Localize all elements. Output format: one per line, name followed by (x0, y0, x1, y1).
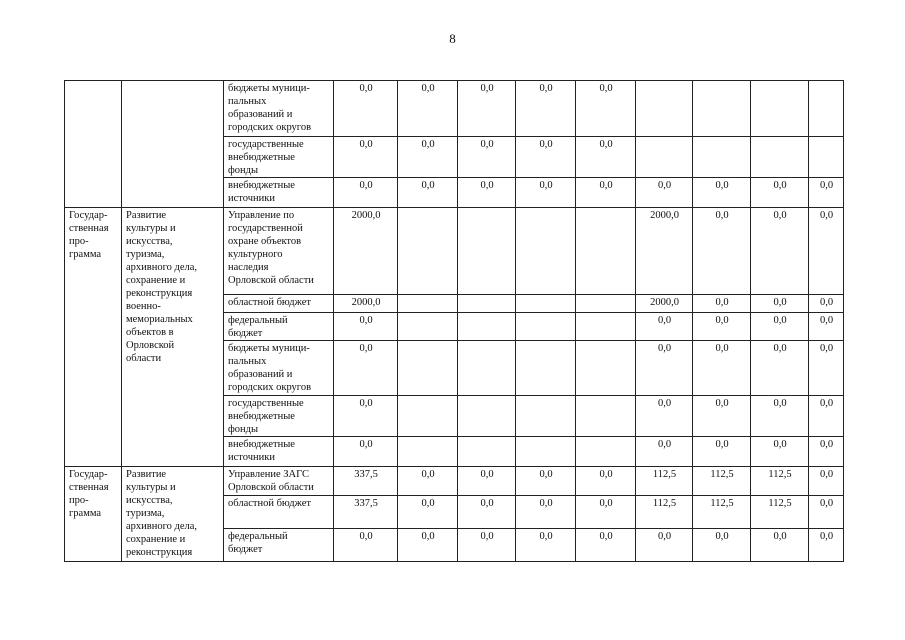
funding-source-cell: государственные внебюджетные фонды (224, 396, 334, 437)
amount-cell: 0,0 (398, 467, 458, 496)
amount-cell (458, 437, 516, 467)
amount-cell: 0,0 (636, 437, 693, 467)
amount-cell: 0,0 (636, 313, 693, 341)
amount-cell: 0,0 (576, 137, 636, 178)
amount-cell (576, 396, 636, 437)
amount-cell: 0,0 (334, 437, 398, 467)
amount-cell (458, 341, 516, 396)
amount-cell: 0,0 (809, 496, 844, 529)
amount-cell (693, 137, 751, 178)
amount-cell (516, 341, 576, 396)
amount-cell (398, 208, 458, 295)
amount-cell: 0,0 (458, 137, 516, 178)
amount-cell: 0,0 (458, 178, 516, 208)
funding-source-cell: федеральный бюджет (224, 313, 334, 341)
amount-cell: 0,0 (334, 81, 398, 137)
amount-cell: 0,0 (636, 529, 693, 562)
amount-cell (636, 137, 693, 178)
amount-cell: 0,0 (693, 396, 751, 437)
amount-cell (751, 137, 809, 178)
amount-cell: 0,0 (809, 178, 844, 208)
amount-cell: 0,0 (693, 341, 751, 396)
amount-cell: 0,0 (751, 341, 809, 396)
amount-cell: 0,0 (516, 178, 576, 208)
amount-cell: 0,0 (751, 295, 809, 313)
amount-cell (458, 396, 516, 437)
amount-cell (516, 396, 576, 437)
program-title-cell: Развитие культуры и искусства, туризма, архивного дела, сохранение и реконструкция военно- мемориальных объектов в Орловской области (122, 208, 224, 467)
amount-cell: 0,0 (751, 396, 809, 437)
amount-cell (576, 208, 636, 295)
amount-cell: 0,0 (334, 313, 398, 341)
funding-source-cell: бюджеты муници- пальных образований и городских округов (224, 81, 334, 137)
amount-cell (516, 295, 576, 313)
amount-cell: 0,0 (458, 496, 516, 529)
amount-cell: 0,0 (334, 178, 398, 208)
funding-source-cell: областной бюджет (224, 496, 334, 529)
program-title-cell: Развитие культуры и искусства, туризма, архивного дела, сохранение и реконструкция (122, 467, 224, 562)
amount-cell: 0,0 (576, 81, 636, 137)
amount-cell: 0,0 (398, 496, 458, 529)
amount-cell: 0,0 (516, 467, 576, 496)
amount-cell: 0,0 (334, 529, 398, 562)
amount-cell: 0,0 (398, 137, 458, 178)
amount-cell: 0,0 (693, 437, 751, 467)
amount-cell: 0,0 (576, 496, 636, 529)
amount-cell (636, 81, 693, 137)
funding-source-cell: государственные внебюджетные фонды (224, 137, 334, 178)
amount-cell (398, 313, 458, 341)
amount-cell (693, 81, 751, 137)
amount-cell: 0,0 (636, 178, 693, 208)
amount-cell: 0,0 (516, 529, 576, 562)
amount-cell: 2000,0 (636, 295, 693, 313)
amount-cell (751, 81, 809, 137)
amount-cell: 0,0 (751, 437, 809, 467)
amount-cell: 0,0 (576, 529, 636, 562)
funding-source-cell: бюджеты муници- пальных образований и городских округов (224, 341, 334, 396)
page-number: 8 (449, 31, 456, 46)
amount-cell: 0,0 (398, 81, 458, 137)
amount-cell: 0,0 (809, 467, 844, 496)
amount-cell: 112,5 (693, 467, 751, 496)
amount-cell: 0,0 (576, 178, 636, 208)
budget-table (64, 80, 844, 562)
amount-cell: 0,0 (516, 81, 576, 137)
amount-cell: 0,0 (636, 396, 693, 437)
table-row (65, 467, 844, 496)
amount-cell (576, 295, 636, 313)
amount-cell: 0,0 (398, 529, 458, 562)
amount-cell (516, 313, 576, 341)
amount-cell: 112,5 (751, 496, 809, 529)
amount-cell: 0,0 (516, 496, 576, 529)
funding-source-cell: федеральный бюджет (224, 529, 334, 562)
amount-cell: 0,0 (458, 529, 516, 562)
amount-cell: 0,0 (809, 295, 844, 313)
amount-cell (576, 437, 636, 467)
amount-cell (516, 208, 576, 295)
program-type-cell: Государ- ственная про- грамма (65, 467, 122, 562)
amount-cell: 112,5 (751, 467, 809, 496)
amount-cell: 112,5 (693, 496, 751, 529)
funding-source-cell: внебюджетные источники (224, 437, 334, 467)
amount-cell: 0,0 (751, 313, 809, 341)
program-type-cell: Государ- ственная про- грамма (65, 208, 122, 467)
amount-cell: 2000,0 (334, 208, 398, 295)
table-row (65, 81, 844, 137)
amount-cell: 0,0 (693, 208, 751, 295)
program-title-cell (122, 81, 224, 208)
amount-cell (458, 313, 516, 341)
amount-cell: 0,0 (693, 313, 751, 341)
funding-source-cell: внебюджетные источники (224, 178, 334, 208)
amount-cell: 337,5 (334, 496, 398, 529)
amount-cell (576, 313, 636, 341)
amount-cell: 112,5 (636, 467, 693, 496)
amount-cell: 112,5 (636, 496, 693, 529)
amount-cell: 0,0 (458, 81, 516, 137)
funding-source-cell: областной бюджет (224, 295, 334, 313)
amount-cell (398, 396, 458, 437)
amount-cell: 0,0 (809, 396, 844, 437)
amount-cell: 0,0 (751, 178, 809, 208)
funding-source-cell: Управление ЗАГС Орловской области (224, 467, 334, 496)
amount-cell: 2000,0 (334, 295, 398, 313)
amount-cell: 0,0 (809, 313, 844, 341)
amount-cell: 0,0 (751, 529, 809, 562)
program-type-cell (65, 81, 122, 208)
amount-cell: 0,0 (516, 137, 576, 178)
amount-cell (516, 437, 576, 467)
amount-cell: 0,0 (398, 178, 458, 208)
amount-cell: 0,0 (809, 208, 844, 295)
amount-cell (576, 341, 636, 396)
amount-cell: 0,0 (334, 396, 398, 437)
amount-cell: 0,0 (809, 529, 844, 562)
amount-cell: 0,0 (458, 467, 516, 496)
funding-source-cell: Управление по государственной охране объектов культурного наследия Орловской области (224, 208, 334, 295)
amount-cell: 0,0 (809, 437, 844, 467)
table-row (65, 208, 844, 295)
amount-cell (809, 137, 844, 178)
amount-cell: 0,0 (809, 341, 844, 396)
amount-cell: 0,0 (576, 467, 636, 496)
amount-cell: 337,5 (334, 467, 398, 496)
amount-cell (458, 295, 516, 313)
amount-cell (398, 341, 458, 396)
amount-cell (809, 81, 844, 137)
amount-cell: 0,0 (693, 295, 751, 313)
amount-cell (398, 295, 458, 313)
amount-cell: 0,0 (334, 341, 398, 396)
amount-cell: 0,0 (636, 341, 693, 396)
amount-cell: 0,0 (693, 178, 751, 208)
amount-cell (458, 208, 516, 295)
amount-cell: 2000,0 (636, 208, 693, 295)
amount-cell: 0,0 (334, 137, 398, 178)
amount-cell (398, 437, 458, 467)
amount-cell: 0,0 (693, 529, 751, 562)
amount-cell: 0,0 (751, 208, 809, 295)
